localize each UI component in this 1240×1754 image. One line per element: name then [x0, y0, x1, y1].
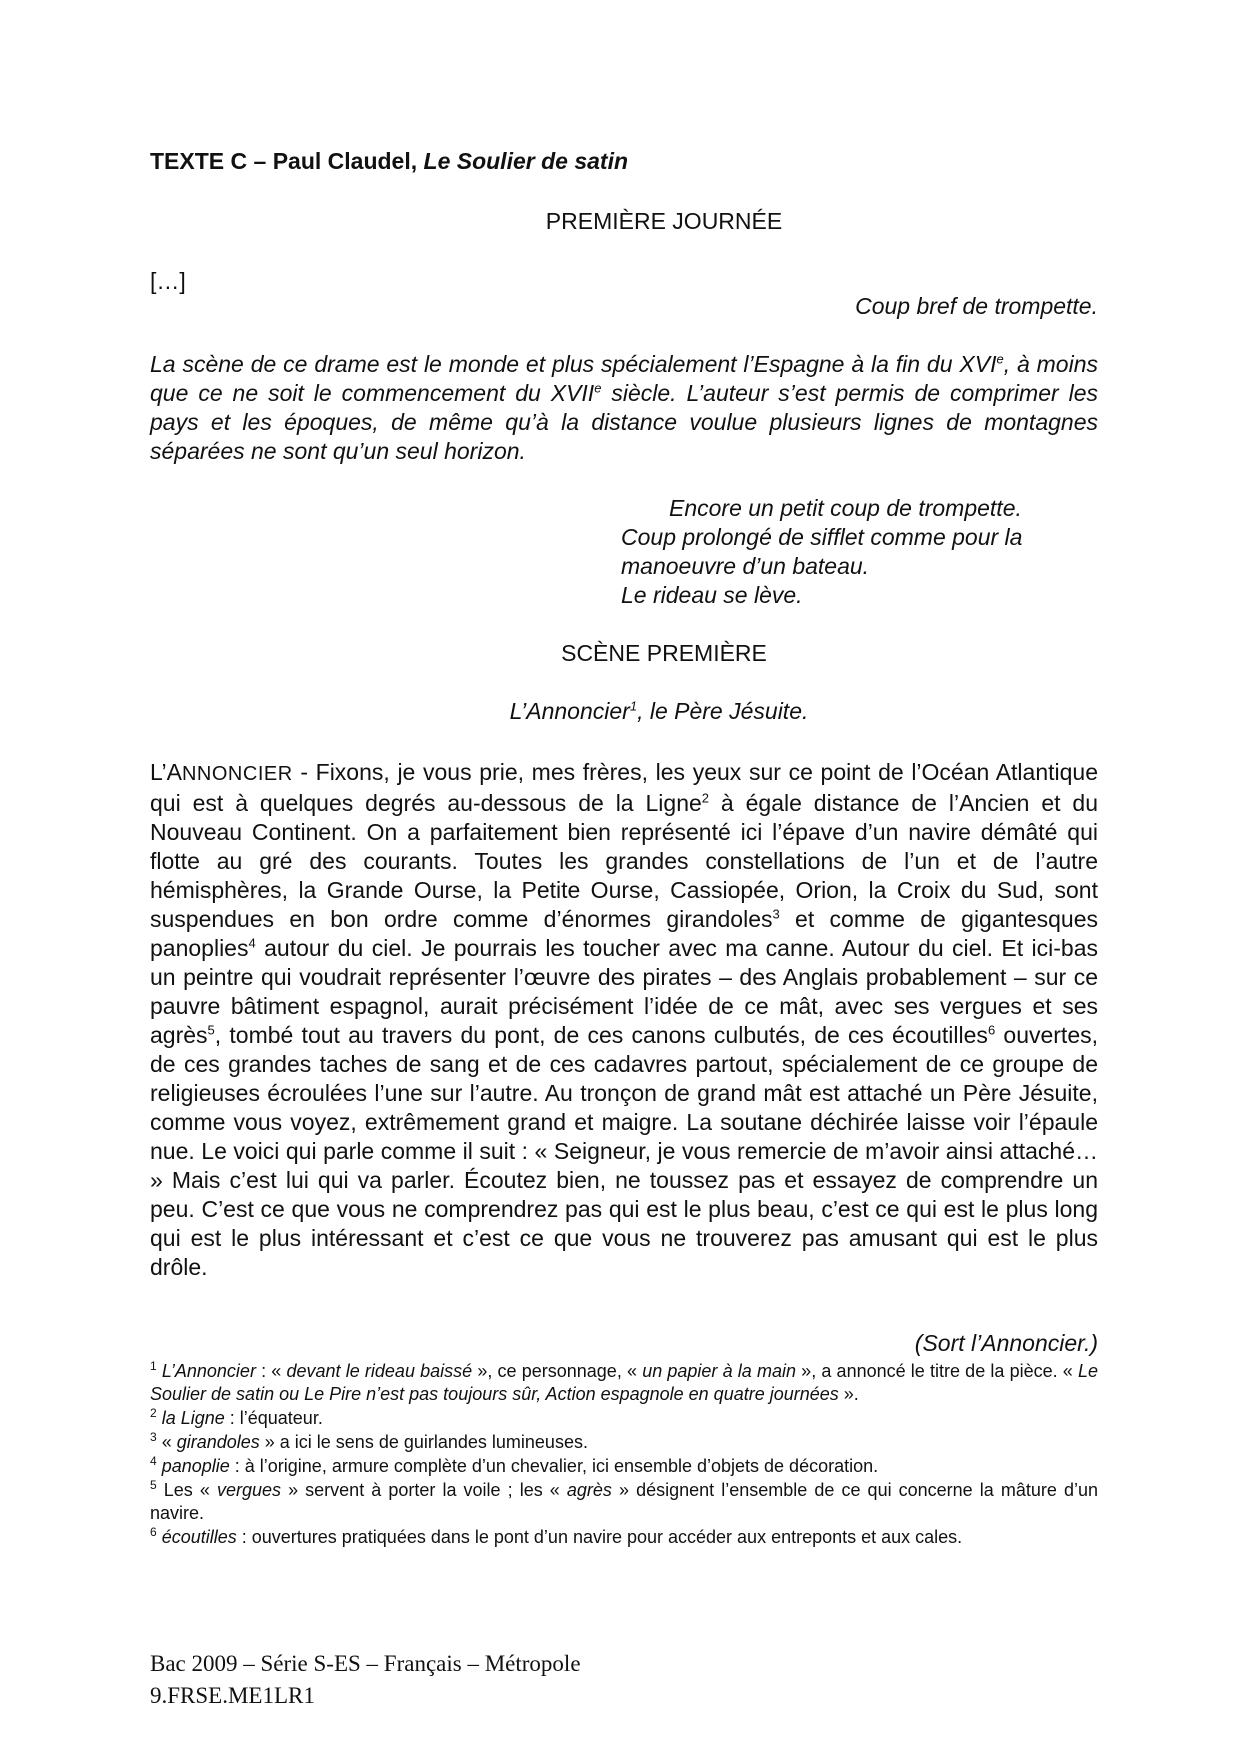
speech-part: à égale distance de l’Ancien et du Nouveau Continent. On a parfaitement bien représenté ici l’épave d’un navire démâté qui flotte au gré des courants. Toutes les grandes constellations de l’un et de l’autre hémisphères, la Grande Ourse, la Petite Ourse, Cassiopée, Orion, la Croix du Sud, sont suspendues en bon ordre comme d’énormes girandoles — [150, 790, 1098, 932]
footnote-text: « — [156, 1432, 177, 1452]
footnote-term: panoplie — [156, 1456, 230, 1476]
stage-directions — [621, 494, 1022, 610]
scene-heading: SCÈNE PREMIÈRE — [561, 640, 767, 666]
page-footer — [150, 1648, 581, 1712]
footnote-quote: un papier à la main — [642, 1361, 796, 1381]
intro-part: , à moins que ce ne soit le commencement du XVII — [150, 351, 1098, 406]
footnote-ref: 1 — [629, 698, 638, 714]
footnote-term: agrès — [566, 1480, 612, 1500]
footnote-term: L’Annoncier — [156, 1361, 256, 1381]
intro-paragraph — [150, 350, 1098, 466]
footnote-number: 3 — [150, 1430, 157, 1444]
speech-part: , tombé tout au travers du pont, de ces canons culbutés, de ces écoutilles — [214, 1022, 988, 1048]
footnote-ref: 4 — [248, 935, 256, 951]
footnote-text: ». — [838, 1384, 859, 1404]
stage-direction-line: manoeuvre d’un bateau. — [621, 553, 870, 579]
footnote-term: girandoles — [176, 1432, 260, 1452]
footnote-text: », a annoncé le titre de la pièce. « — [796, 1361, 1078, 1381]
speech-part: - Fixons, je vous prie, mes frères, les yeux sur ce point de l’Océan Atlantique qui est à quelques degrés au-dessous de la Ligne — [150, 759, 1098, 816]
footnote-term: vergues — [216, 1480, 281, 1500]
footnote-text: : à l’origine, armure complète d’un chevalier, ici ensemble d’objets de décoration. — [229, 1456, 879, 1476]
footnote-quote: devant le rideau baissé — [286, 1361, 473, 1381]
exit-direction: (Sort l’Annoncier.) — [914, 1330, 1098, 1356]
stage-direction-line: Encore un petit coup de trompette. — [669, 495, 1022, 521]
footnote-1 — [150, 1360, 1098, 1406]
footnote-number: 6 — [150, 1525, 157, 1539]
footnote-ref: 6 — [987, 1022, 996, 1038]
footnote-number: 5 — [150, 1478, 157, 1492]
footnote-3 — [150, 1431, 1098, 1454]
footnote-text: » servent à porter la voile ; les « — [281, 1480, 567, 1500]
century-superscript: e — [594, 380, 602, 396]
footnote-number: 2 — [150, 1406, 157, 1420]
stage-direction-line: Coup prolongé de sifflet comme pour la — [621, 524, 1023, 550]
footnote-quote: Le Soulier de satin ou Le Pire n’est pas toujours sûr, Action espagnole en quatre journées — [150, 1361, 1099, 1404]
footnote-text: » a ici le sens de guirlandes lumineuses. — [259, 1432, 588, 1452]
footnote-ref: 5 — [207, 1022, 215, 1038]
footnote-text: : l’équateur. — [224, 1408, 323, 1428]
footnote-text: : « — [255, 1361, 287, 1381]
annoncier-speech — [150, 758, 1098, 1282]
footnote-number: 1 — [150, 1359, 157, 1373]
character-jesuite: , le Père Jésuite. — [637, 698, 809, 724]
footnote-4 — [150, 1455, 1098, 1478]
footer-code: 9.FRSE.ME1LR1 — [150, 1683, 315, 1708]
speaker-name: NNONCIER — [181, 763, 293, 785]
footnote-6 — [150, 1526, 1098, 1549]
footnote-text: : ouvertures pratiquées dans le pont d’un navire pour accéder aux entreponts et aux cales. — [236, 1527, 963, 1547]
journee-heading: PREMIÈRE JOURNÉE — [545, 208, 783, 234]
footnote-ref: 3 — [772, 906, 780, 922]
footnote-text: », ce personnage, « — [472, 1361, 643, 1381]
footnote-term: écoutilles — [156, 1527, 237, 1547]
text-title — [150, 148, 628, 175]
character-annoncier: L’Annoncier — [509, 698, 630, 724]
stage-direction-line: Le rideau se lève. — [621, 582, 803, 608]
intro-part: siècle. L’auteur s’est permis de comprimer les pays et les époques, de même qu’à la distance voulue plusieurs lignes de montagnes séparées ne sont qu’un seul horizon. — [150, 380, 1098, 464]
characters-line — [150, 698, 1098, 725]
speaker-name-initial: L’A — [150, 759, 182, 785]
footnote-2 — [150, 1407, 1098, 1430]
footnote-number: 4 — [150, 1454, 157, 1468]
speech-part: autour du ciel. Je pourrais les toucher avec ma canne. Autour du ciel. Et ici-bas un peintre qui voudrait représenter l’œuvre des pirates – des Anglais probablement – sur ce pauvre bâtiment espagnol, aurait précisément l’idée de ce mât, avec ses vergues et ses agrès — [150, 935, 1098, 1048]
footnote-text: Les « — [156, 1480, 217, 1500]
footer-exam: Bac 2009 – Série S-ES – Français – Métropole — [150, 1651, 581, 1676]
ellipsis-marker: […] — [150, 268, 186, 294]
footnote-5 — [150, 1479, 1098, 1525]
footnote-term: la Ligne — [156, 1408, 225, 1428]
speech-part: ouvertes, de ces grandes taches de sang et de ces cadavres partout, spécialement de ce groupe de religieuses écroulées l’une sur l’autre. Au tronçon de grand mât est attaché un Père Jésuite, comme vous voyez, extrêmement grand et maigre. La soutane déchirée laisse voir l’épaule nue. Le voici qui parle comme il suit : « Seigneur, je vous remercie de m’avoir ainsi attaché… » Mais c’est lui qui va parler. Écoutez bien, ne toussez pas et essayez de comprendre un peu. C’est ce que vous ne comprendrez pas qui est le plus beau, c’est ce qui est le plus long qui est le plus intéressant et c’est ce que vous ne trouverez pas amusant qui est le plus drôle. — [150, 1022, 1099, 1280]
title-author: TEXTE C – Paul Claudel, — [150, 148, 424, 174]
document-page — [150, 0, 1098, 1754]
speech-part: et comme de gigantesques panoplies — [150, 906, 1098, 961]
footnotes — [150, 1360, 1098, 1550]
title-work: Le Soulier de satin — [423, 148, 629, 174]
footnote-text: » désignent l’ensemble de ce qui concerne la mâture d’un navire. — [150, 1480, 1098, 1523]
intro-part: La scène de ce drame est le monde et plus spécialement l’Espagne à la fin du XVI — [150, 351, 997, 377]
footnote-ref: 2 — [701, 790, 710, 806]
stage-direction-trumpet: Coup bref de trompette. — [855, 293, 1098, 319]
century-superscript: e — [996, 351, 1004, 367]
